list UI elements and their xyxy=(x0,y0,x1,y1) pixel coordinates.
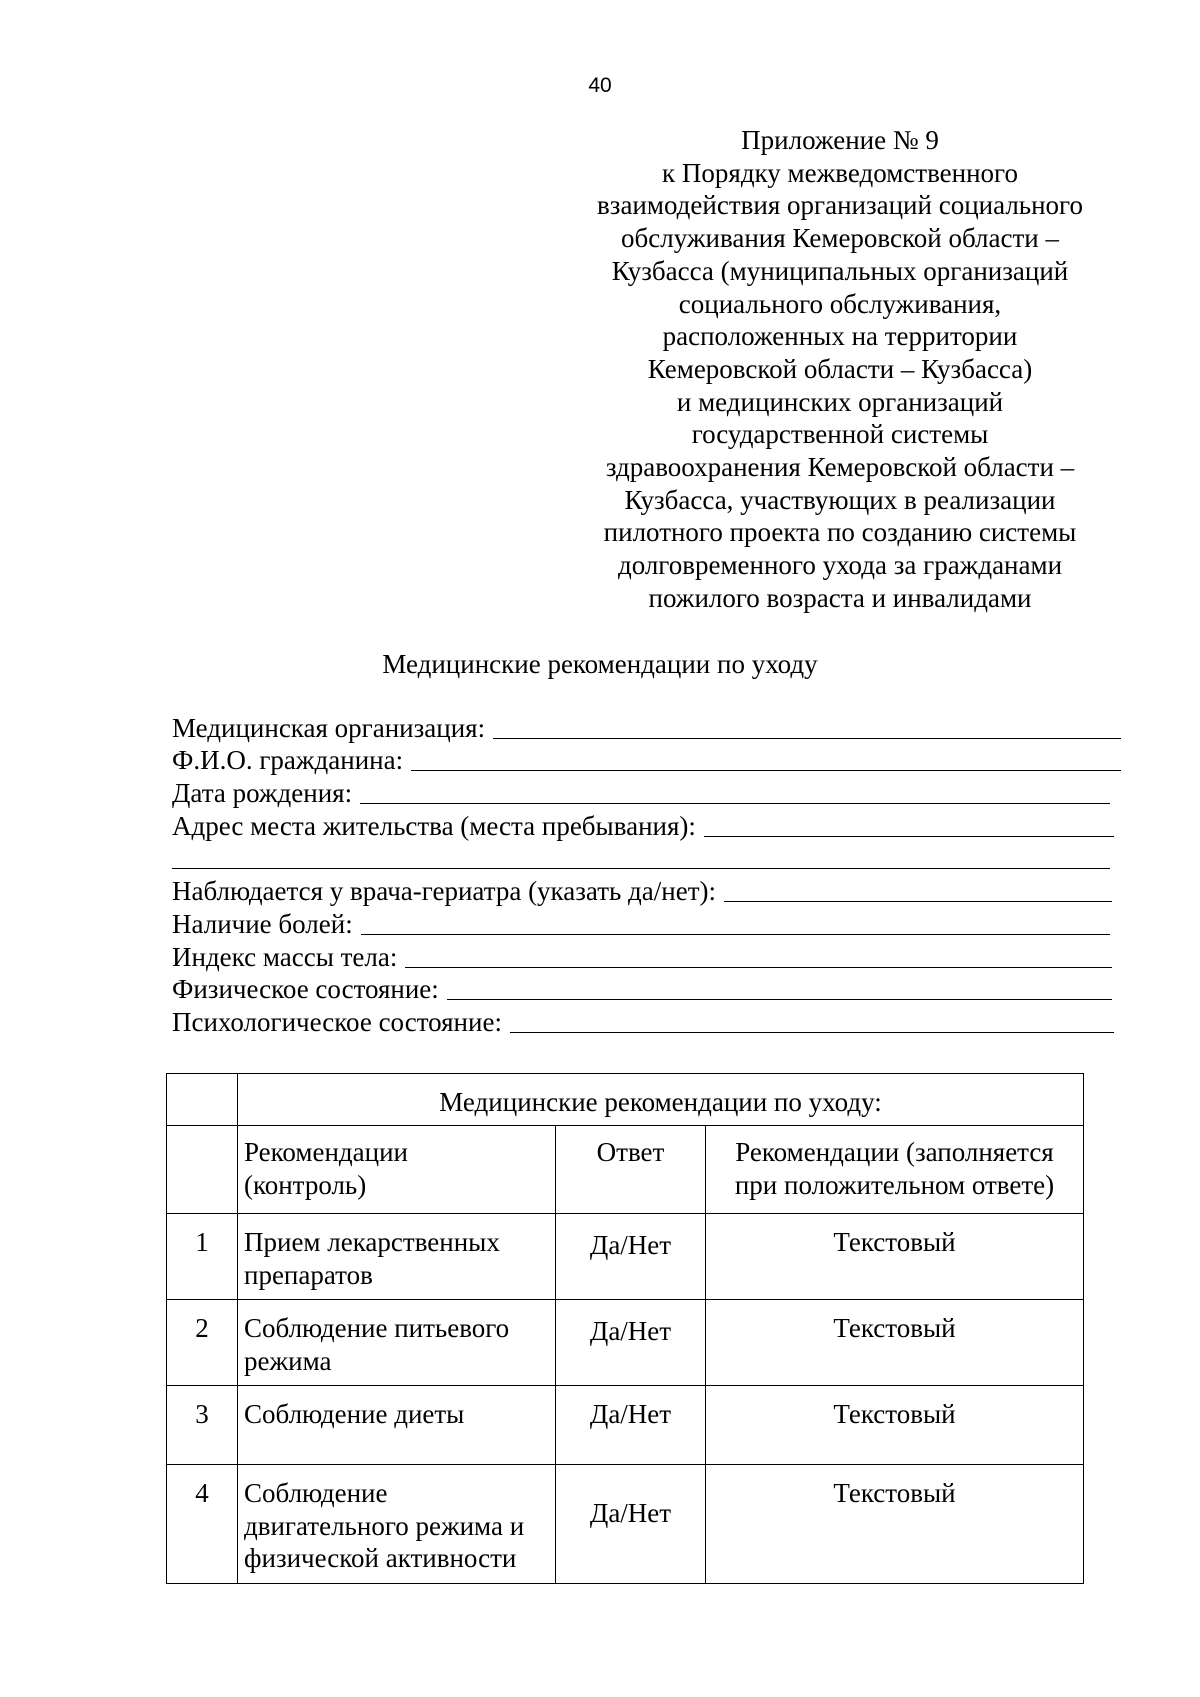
address-field xyxy=(172,809,1122,842)
full-name-label: Ф.И.О. гражданина: xyxy=(172,745,404,776)
row-answer-text: Да/Нет xyxy=(589,1230,672,1260)
table-row xyxy=(167,1214,1084,1300)
medical-org-input-line[interactable] xyxy=(493,738,1121,739)
appendix-line: Кузбасса (муниципальных организаций xyxy=(611,255,1069,286)
table-row xyxy=(167,1300,1084,1386)
row-number: 2 xyxy=(167,1300,238,1386)
medical-org-label: Медицинская организация: xyxy=(172,712,486,743)
pain-label: Наличие болей: xyxy=(172,908,353,939)
row-number: 4 xyxy=(167,1465,238,1584)
row-detail[interactable]: Текстовый xyxy=(706,1386,1084,1465)
appendix-line: долговременного ухода за гражданами xyxy=(617,550,1063,581)
row-recommendation-line: физической активности xyxy=(244,1543,517,1574)
address-label: Адрес места жительства (места пребывания): xyxy=(172,810,696,841)
row-recommendation-line: Соблюдение xyxy=(244,1478,388,1508)
appendix-line: здравоохранения Кемеровской области – xyxy=(605,452,1075,483)
table-row xyxy=(167,1386,1084,1465)
bmi-input-line[interactable] xyxy=(405,967,1112,968)
full-name-input-line[interactable] xyxy=(411,770,1121,771)
birth-date-input-line[interactable] xyxy=(360,803,1110,804)
row-recommendation xyxy=(238,1465,556,1584)
appendix-line: государственной системы xyxy=(691,419,989,450)
row-answer-text: Да/Нет xyxy=(589,1399,672,1429)
header-recommendation xyxy=(238,1126,556,1214)
geriatrician-input-line[interactable] xyxy=(724,901,1112,902)
psychological-field xyxy=(172,1005,1122,1038)
pain-field xyxy=(172,907,1122,940)
physical-label: Физическое состояние: xyxy=(172,974,439,1005)
row-recommendation-line: двигательного режима и xyxy=(244,1510,525,1541)
appendix-line: Приложение № 9 xyxy=(741,125,939,155)
row-answer[interactable] xyxy=(556,1465,706,1584)
header-answer: Ответ xyxy=(556,1126,706,1214)
geriatrician-field xyxy=(172,874,1122,907)
row-answer[interactable] xyxy=(556,1386,706,1465)
appendix-line: пилотного проекта по созданию системы xyxy=(603,517,1077,548)
psychological-label: Психологическое состояние: xyxy=(172,1006,502,1037)
geriatrician-label: Наблюдается у врача-гериатра (указать да/нет): xyxy=(172,876,717,907)
recommendations-table xyxy=(166,1073,1084,1584)
medical-org-field xyxy=(172,711,1122,744)
appendix-line: пожилого возраста и инвалидами xyxy=(648,582,1032,613)
row-recommendation-line: Соблюдение диеты xyxy=(244,1399,465,1429)
appendix-line: и медицинских организаций xyxy=(676,386,1004,417)
row-recommendation-line: препаратов xyxy=(244,1259,373,1290)
row-answer-text: Да/Нет xyxy=(589,1316,672,1346)
header-num-cell xyxy=(167,1126,238,1214)
form-fields xyxy=(172,711,1122,1038)
header-detail xyxy=(706,1126,1084,1214)
table-caption-row xyxy=(167,1074,1084,1126)
header-recommendation-line: Рекомендации xyxy=(244,1137,408,1167)
appendix-header xyxy=(580,124,1100,615)
header-detail-line: Рекомендации (заполняется xyxy=(735,1137,1054,1167)
birth-date-label: Дата рождения: xyxy=(172,778,353,809)
full-name-field xyxy=(172,744,1122,777)
psychological-input-line[interactable] xyxy=(510,1032,1114,1033)
row-recommendation-line: Соблюдение питьевого xyxy=(244,1313,510,1343)
address-continuation-row xyxy=(172,842,1122,875)
birth-date-field xyxy=(172,776,1122,809)
row-detail[interactable]: Текстовый xyxy=(706,1214,1084,1300)
appendix-line: обслуживания Кемеровской области – xyxy=(621,223,1059,254)
row-answer[interactable] xyxy=(556,1300,706,1386)
pain-input-line[interactable] xyxy=(361,934,1110,935)
row-number: 1 xyxy=(167,1214,238,1300)
row-answer[interactable] xyxy=(556,1214,706,1300)
row-recommendation xyxy=(238,1300,556,1386)
row-recommendation-line: Прием лекарственных xyxy=(244,1227,500,1257)
row-number: 3 xyxy=(167,1386,238,1465)
row-answer-text: Да/Нет xyxy=(589,1498,672,1528)
physical-field xyxy=(172,973,1122,1006)
row-recommendation xyxy=(238,1214,556,1300)
physical-input-line[interactable] xyxy=(447,999,1112,1000)
address-input-line[interactable] xyxy=(704,836,1114,837)
appendix-line: взаимодействия организаций социального xyxy=(597,190,1083,221)
row-recommendation-line: режима xyxy=(244,1345,332,1376)
table-caption: Медицинские рекомендации по уходу: xyxy=(238,1074,1084,1126)
appendix-line: Кузбасса, участвующих в реализации xyxy=(624,484,1056,515)
table-row xyxy=(167,1465,1084,1584)
caption-empty-cell xyxy=(167,1074,238,1126)
page-number: 40 xyxy=(588,74,612,97)
row-detail[interactable]: Текстовый xyxy=(706,1465,1084,1584)
appendix-line: Кемеровской области – Кузбасса) xyxy=(647,353,1033,384)
table-header-row xyxy=(167,1126,1084,1214)
appendix-line: социального обслуживания, xyxy=(678,288,1002,319)
row-recommendation xyxy=(238,1386,556,1465)
row-detail[interactable]: Текстовый xyxy=(706,1300,1084,1386)
document-title: Медицинские рекомендации по уходу xyxy=(382,649,818,679)
appendix-line: расположенных на территории xyxy=(662,321,1018,352)
address-continuation-line[interactable] xyxy=(172,868,1110,869)
bmi-field xyxy=(172,940,1122,973)
header-recommendation-line: (контроль) xyxy=(244,1169,367,1200)
bmi-label: Индекс массы тела: xyxy=(172,941,398,972)
header-detail-line: при положительном ответе) xyxy=(734,1169,1055,1200)
appendix-line: к Порядку межведомственного xyxy=(662,157,1018,188)
